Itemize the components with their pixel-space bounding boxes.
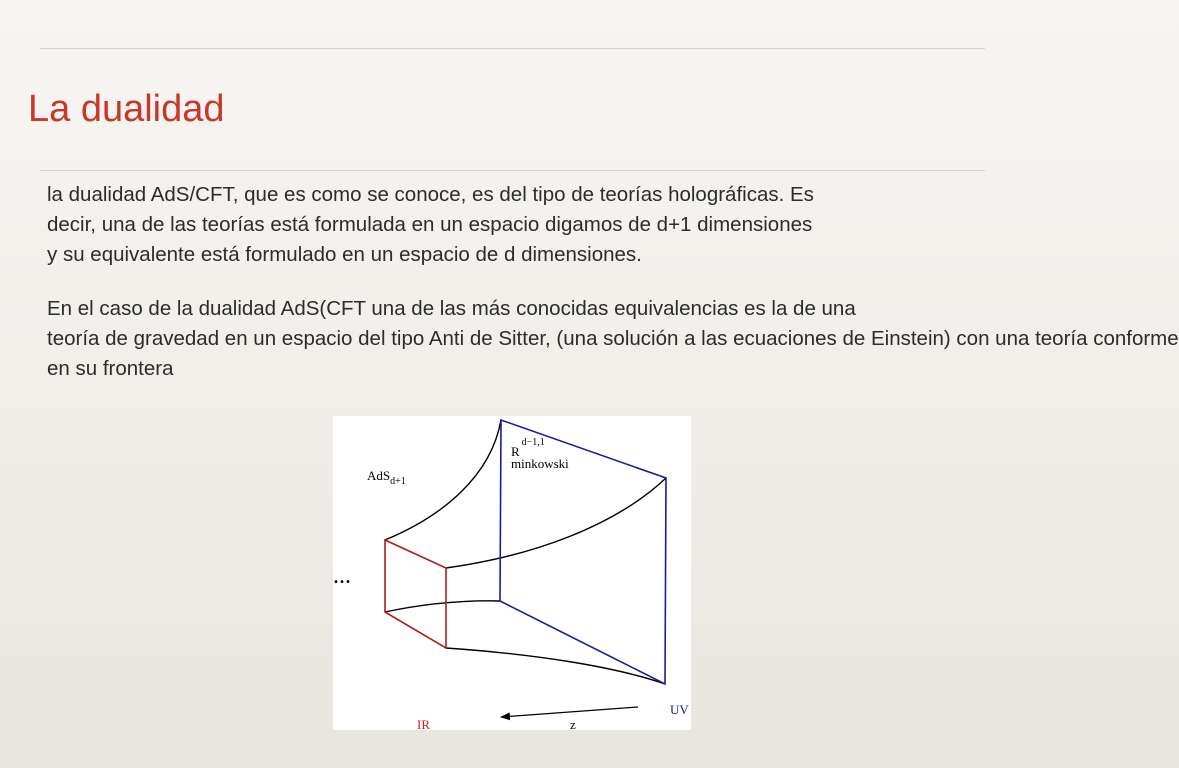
ir-box bbox=[385, 540, 446, 648]
r-label: $R^{d-1,1}$ bbox=[511, 437, 545, 459]
z-label: z bbox=[570, 717, 576, 732]
ads-top-edge-curve bbox=[446, 478, 666, 568]
title-divider bbox=[40, 170, 985, 171]
ads-label: AdS$_{d+1}$ bbox=[367, 468, 406, 487]
paragraph-gap bbox=[47, 270, 1024, 294]
paragraph-2-line-2: teoría de gravedad en un espacio del tipo Anti de Sitter, (una solución a las ecuaciones de Einstein) con una teoría conforme bbox=[47, 327, 1179, 350]
ads-cft-diagram bbox=[333, 416, 691, 730]
paragraph-1-line-2: decir, una de las teorías está formulada en un espacio digamos de d+1 dimensiones bbox=[47, 213, 813, 236]
ir-label: IR bbox=[417, 717, 430, 732]
ellipsis-label: ... bbox=[333, 563, 351, 589]
slide-body bbox=[47, 180, 1179, 384]
z-axis-arrow bbox=[501, 707, 638, 717]
ads-bottom-edge-curve bbox=[446, 648, 665, 684]
top-divider bbox=[40, 48, 985, 49]
ads-cft-diagram-svg bbox=[333, 416, 691, 730]
paragraph-1-line-1: la dualidad AdS/CFT, que es como se conoce, es del tipo de teorías holográficas. Es bbox=[47, 183, 814, 206]
minkowski-label: minkowski bbox=[511, 456, 569, 471]
uv-label: UV bbox=[670, 702, 689, 717]
slide-title: La dualidad bbox=[28, 88, 225, 130]
paragraph-2-line-1: En el caso de la dualidad AdS(CFT una de las más conocidas equivalencias es la de una bbox=[47, 297, 856, 320]
paragraph-1-line-3: y su equivalente está formulado en un espacio de d dimensiones. bbox=[47, 243, 642, 266]
ads-lower-edge-curve bbox=[385, 601, 500, 612]
paragraph-2-line-3: en su frontera bbox=[47, 357, 174, 380]
